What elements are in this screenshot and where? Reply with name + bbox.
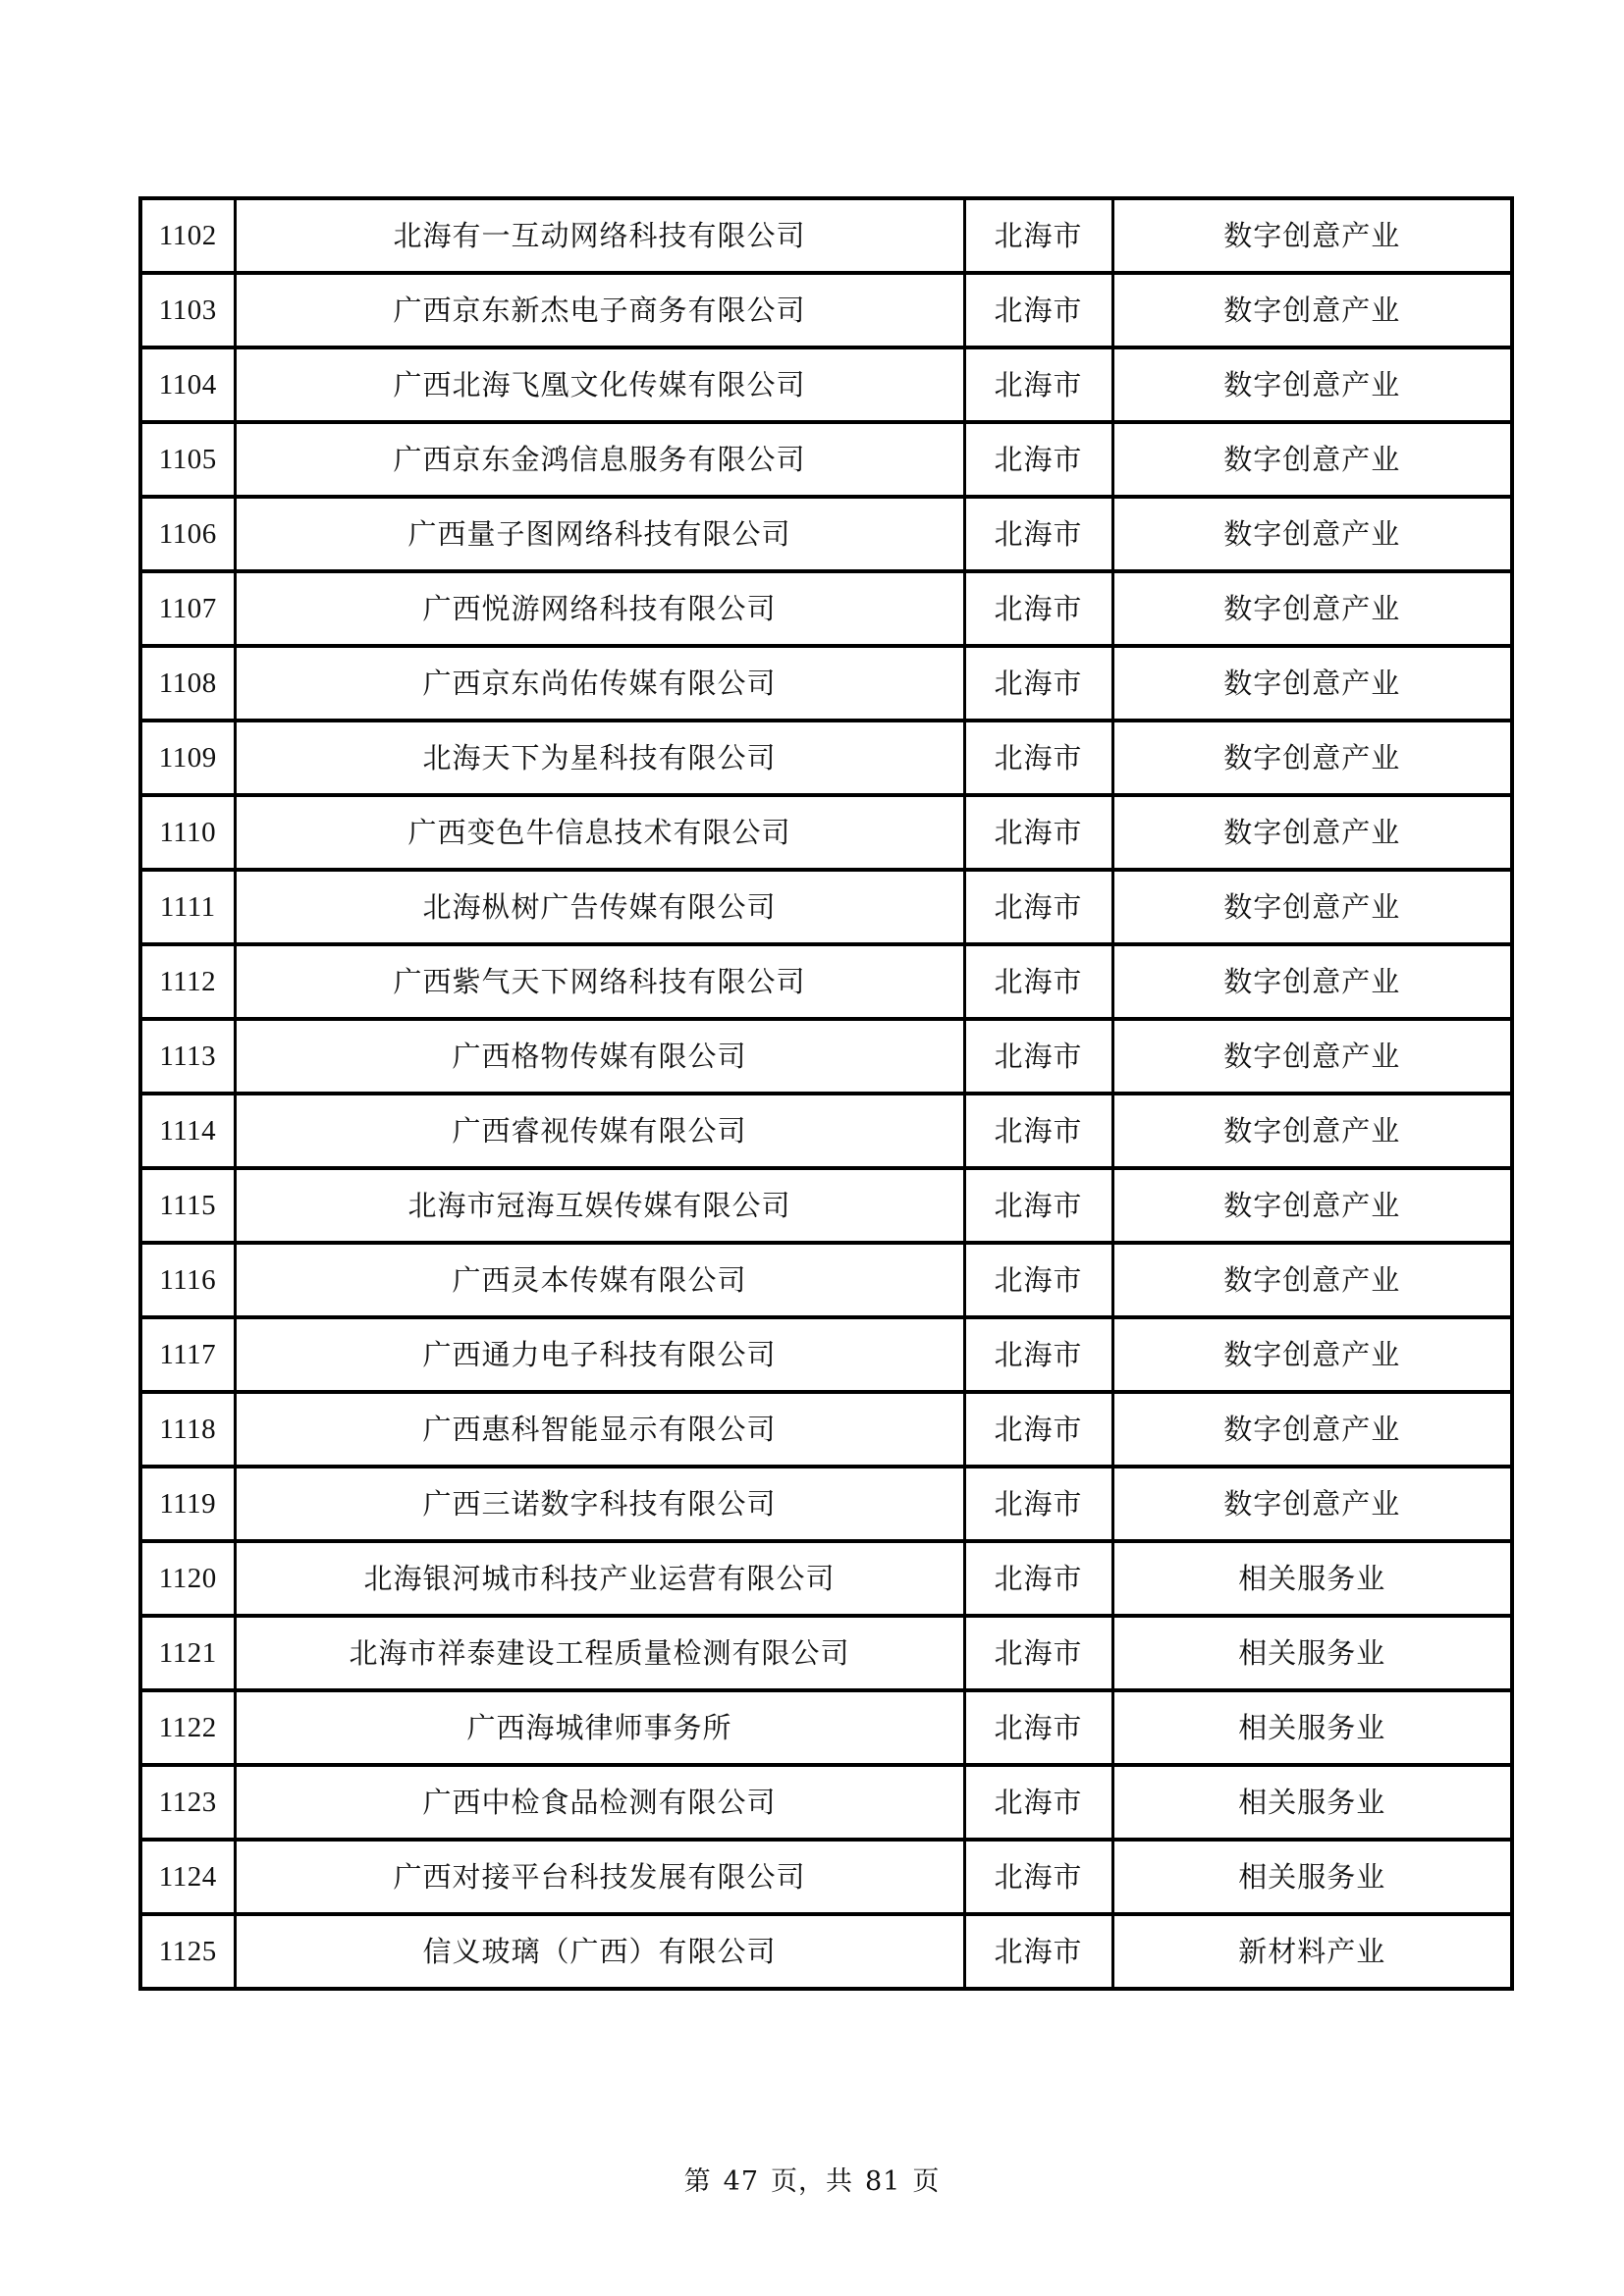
city-cell: 北海市 [964,870,1112,944]
table-row [140,1019,1512,1094]
industry-cell: 数字创意产业 [1112,646,1512,721]
company-name-cell: 北海枞树广告传媒有限公司 [235,870,964,944]
city-cell: 北海市 [964,1616,1112,1690]
table-row [140,1317,1512,1392]
city-cell: 北海市 [964,1392,1112,1467]
row-number-cell: 1118 [140,1392,235,1467]
company-name-cell: 广西睿视传媒有限公司 [235,1094,964,1168]
table-row [140,944,1512,1019]
industry-cell: 数字创意产业 [1112,497,1512,571]
city-cell: 北海市 [964,1168,1112,1243]
industry-cell: 数字创意产业 [1112,944,1512,1019]
city-cell: 北海市 [964,497,1112,571]
industry-cell: 数字创意产业 [1112,1019,1512,1094]
city-cell: 北海市 [964,1914,1112,1989]
company-name-cell: 广西海城律师事务所 [235,1690,964,1765]
city-cell: 北海市 [964,646,1112,721]
row-number-cell: 1104 [140,347,235,422]
city-cell: 北海市 [964,571,1112,646]
row-number-cell: 1110 [140,795,235,870]
industry-cell: 数字创意产业 [1112,721,1512,795]
company-name-cell: 广西紫气天下网络科技有限公司 [235,944,964,1019]
industry-cell: 相关服务业 [1112,1690,1512,1765]
row-number-cell: 1109 [140,721,235,795]
industry-cell: 数字创意产业 [1112,571,1512,646]
company-name-cell: 广西北海飞凰文化传媒有限公司 [235,347,964,422]
city-cell: 北海市 [964,347,1112,422]
industry-cell: 新材料产业 [1112,1914,1512,1989]
city-cell: 北海市 [964,422,1112,497]
city-cell: 北海市 [964,1840,1112,1914]
company-name-cell: 广西京东新杰电子商务有限公司 [235,273,964,347]
row-number-cell: 1116 [140,1243,235,1317]
industry-cell: 相关服务业 [1112,1541,1512,1616]
city-cell: 北海市 [964,795,1112,870]
city-cell: 北海市 [964,1317,1112,1392]
row-number-cell: 1103 [140,273,235,347]
city-cell: 北海市 [964,944,1112,1019]
row-number-cell: 1112 [140,944,235,1019]
company-name-cell: 北海银河城市科技产业运营有限公司 [235,1541,964,1616]
footer-suffix: 页 [912,2166,941,2197]
company-name-cell: 广西京东尚佑传媒有限公司 [235,646,964,721]
row-number-cell: 1108 [140,646,235,721]
row-number-cell: 1119 [140,1467,235,1541]
footer-prefix: 第 [683,2166,712,2197]
row-number-cell: 1121 [140,1616,235,1690]
row-number-cell: 1122 [140,1690,235,1765]
total-pages-number: 81 [865,2166,901,2197]
industry-cell: 数字创意产业 [1112,795,1512,870]
industry-cell: 相关服务业 [1112,1840,1512,1914]
city-cell: 北海市 [964,1690,1112,1765]
city-cell: 北海市 [964,721,1112,795]
industry-cell: 相关服务业 [1112,1765,1512,1840]
city-cell: 北海市 [964,1467,1112,1541]
industry-cell: 相关服务业 [1112,1616,1512,1690]
city-cell: 北海市 [964,273,1112,347]
company-name-cell: 广西中检食品检测有限公司 [235,1765,964,1840]
company-name-cell: 广西灵本传媒有限公司 [235,1243,964,1317]
company-name-cell: 广西格物传媒有限公司 [235,1019,964,1094]
row-number-cell: 1111 [140,870,235,944]
table-row [140,1094,1512,1168]
industry-cell: 数字创意产业 [1112,273,1512,347]
table-row [140,1765,1512,1840]
industry-cell: 数字创意产业 [1112,1317,1512,1392]
table-row [140,1243,1512,1317]
company-name-cell: 广西悦游网络科技有限公司 [235,571,964,646]
city-cell: 北海市 [964,198,1112,273]
city-cell: 北海市 [964,1541,1112,1616]
footer-middle: 页，共 [771,2166,853,2197]
industry-cell: 数字创意产业 [1112,1094,1512,1168]
table-row [140,721,1512,795]
table-row [140,1616,1512,1690]
company-list-table [138,196,1514,1991]
company-name-cell: 广西通力电子科技有限公司 [235,1317,964,1392]
row-number-cell: 1125 [140,1914,235,1989]
current-page-number: 47 [723,2166,759,2197]
table-row [140,1392,1512,1467]
table-row [140,273,1512,347]
table-body [140,198,1512,1989]
industry-cell: 数字创意产业 [1112,422,1512,497]
industry-cell: 数字创意产业 [1112,1243,1512,1317]
city-cell: 北海市 [964,1094,1112,1168]
table-row [140,497,1512,571]
table-row [140,870,1512,944]
table-row [140,1541,1512,1616]
company-name-cell: 广西三诺数字科技有限公司 [235,1467,964,1541]
row-number-cell: 1120 [140,1541,235,1616]
row-number-cell: 1124 [140,1840,235,1914]
row-number-cell: 1107 [140,571,235,646]
table-row [140,1914,1512,1989]
table-row [140,422,1512,497]
table-row [140,1840,1512,1914]
table-row [140,646,1512,721]
city-cell: 北海市 [964,1765,1112,1840]
row-number-cell: 1115 [140,1168,235,1243]
table-row [140,571,1512,646]
table-row [140,1467,1512,1541]
table-row [140,1690,1512,1765]
company-name-cell: 广西对接平台科技发展有限公司 [235,1840,964,1914]
company-name-cell: 广西惠科智能显示有限公司 [235,1392,964,1467]
page-footer [0,2160,1624,2198]
company-name-cell: 北海有一互动网络科技有限公司 [235,198,964,273]
industry-cell: 数字创意产业 [1112,1168,1512,1243]
row-number-cell: 1113 [140,1019,235,1094]
city-cell: 北海市 [964,1243,1112,1317]
company-name-cell: 北海市祥泰建设工程质量检测有限公司 [235,1616,964,1690]
table-row [140,198,1512,273]
company-name-cell: 北海市冠海互娱传媒有限公司 [235,1168,964,1243]
row-number-cell: 1105 [140,422,235,497]
company-name-cell: 广西量子图网络科技有限公司 [235,497,964,571]
company-name-cell: 广西京东金鸿信息服务有限公司 [235,422,964,497]
row-number-cell: 1123 [140,1765,235,1840]
table-row [140,795,1512,870]
company-name-cell: 广西变色牛信息技术有限公司 [235,795,964,870]
industry-cell: 数字创意产业 [1112,1467,1512,1541]
industry-cell: 数字创意产业 [1112,870,1512,944]
table-row [140,1168,1512,1243]
company-name-cell: 北海天下为星科技有限公司 [235,721,964,795]
industry-cell: 数字创意产业 [1112,1392,1512,1467]
city-cell: 北海市 [964,1019,1112,1094]
company-name-cell: 信义玻璃（广西）有限公司 [235,1914,964,1989]
industry-cell: 数字创意产业 [1112,347,1512,422]
table-row [140,347,1512,422]
row-number-cell: 1114 [140,1094,235,1168]
industry-cell: 数字创意产业 [1112,198,1512,273]
row-number-cell: 1117 [140,1317,235,1392]
row-number-cell: 1106 [140,497,235,571]
row-number-cell: 1102 [140,198,235,273]
